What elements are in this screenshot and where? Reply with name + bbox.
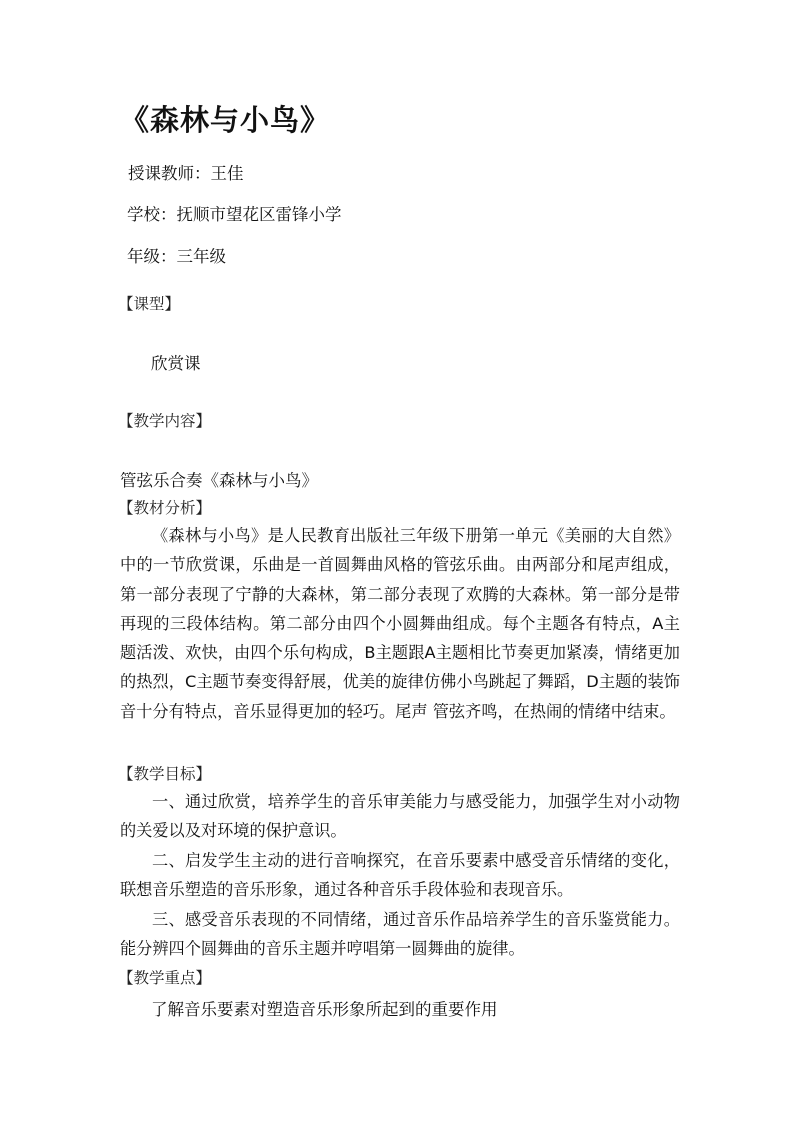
teaching-content-text: 管弦乐合奏《森林与小鸟》 bbox=[120, 471, 318, 490]
teaching-goal-item: 二、启发学生主动的进行音响探究，在音乐要素中感受音乐情绪的变化，联想音乐塑造的音乐形象，通过各种音乐手段体验和表现音乐。 bbox=[120, 851, 680, 900]
section-heading-lesson-type: 【课型】 bbox=[118, 295, 181, 313]
teacher-info: 授课教师：王佳 bbox=[128, 164, 244, 183]
material-analysis-paragraph: 《森林与小鸟》是人民教育出版社三年级下册第一单元《美丽的大自然》中的一节欣赏课，乐曲是一首圆舞曲风格的管弦乐曲。由两部分和尾声组成，第一部分表现了宁静的大森林，第二部分表现了欢腾的大森林。第一部分是带再现的三段体结构。第二部分由四个小圆舞曲组成。每个主题各有特点，A主题活泼、欢快，由四个乐句构成，B主题跟A主题相比节奏更加紧凑，情绪更加的热烈，C主题节奏变得舒展，优美的旋律仿佛小鸟跳起了舞蹈，D主题的装饰音十分有特点，音乐显得更加的轻巧。尾声 管弦齐鸣，在热闹的情绪中结束。 bbox=[120, 526, 680, 721]
section-heading-material-analysis: 【教材分析】 bbox=[118, 499, 212, 517]
lesson-type-content: 欣赏课 bbox=[151, 354, 201, 373]
section-heading-teaching-content: 【教学内容】 bbox=[118, 412, 212, 430]
key-points-content: 了解音乐要素对塑造音乐形象所起到的重要作用 bbox=[151, 1000, 498, 1019]
page-title: 《森林与小鸟》 bbox=[120, 103, 331, 137]
school-info: 学校：抚顺市望花区雷锋小学 bbox=[127, 205, 342, 224]
section-heading-key-points: 【教学重点】 bbox=[118, 969, 212, 987]
grade-info: 年级：三年级 bbox=[127, 247, 226, 266]
teaching-goal-item: 三、感受音乐表现的不同情绪，通过音乐作品培养学生的音乐鉴赏能力。能分辨四个圆舞曲的音乐主题并哼唱第一圆舞曲的旋律。 bbox=[120, 910, 680, 959]
section-heading-teaching-goals: 【教学目标】 bbox=[118, 765, 212, 783]
teaching-goal-item: 一、通过欣赏，培养学生的音乐审美能力与感受能力，加强学生对小动物的关爱以及对环境的保护意识。 bbox=[120, 792, 680, 841]
